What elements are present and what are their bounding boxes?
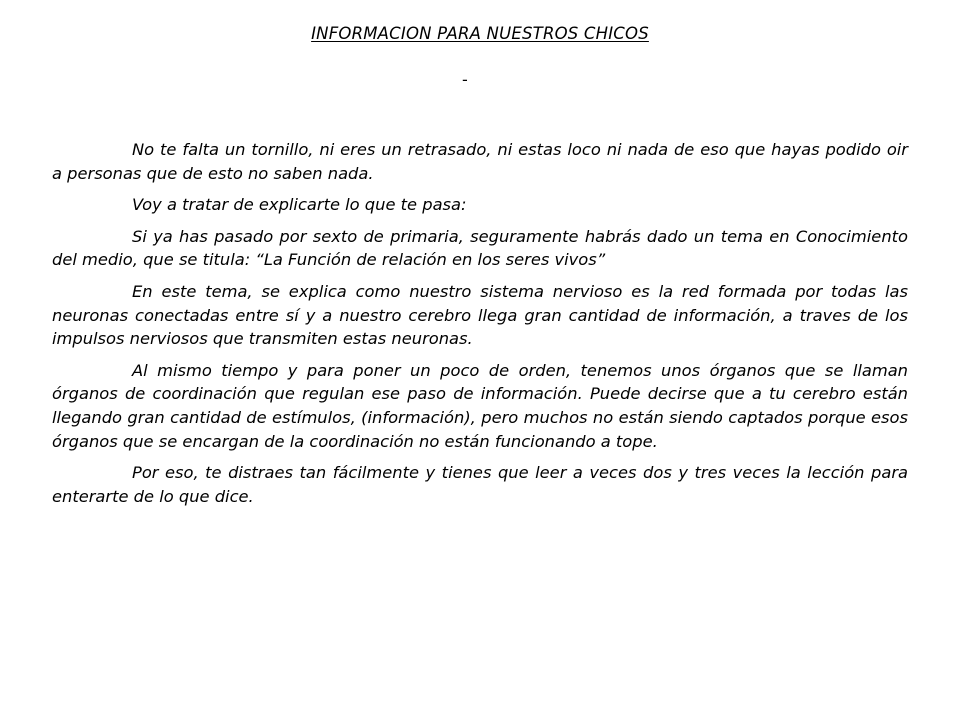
document-body bbox=[52, 138, 908, 516]
paragraph-2: Voy a tratar de explicarte lo que te pasa: bbox=[132, 195, 467, 215]
paragraph-6: Por eso, te distraes tan fácilmente y tienes que leer a veces dos y tres veces la lección para enterarte de lo que dice. bbox=[52, 463, 908, 506]
paragraph-1: No te falta un tornillo, ni eres un retrasado, ni estas loco ni nada de eso que hayas podido oir a personas que de esto no saben nada. bbox=[52, 140, 908, 183]
paragraph-4: En este tema, se explica como nuestro sistema nervioso es la red formada por todas las neuronas conectadas entre sí y a nuestro cerebro llega gran cantidad de información, a traves de los impulsos nerviosos que transmiten estas neuronas. bbox=[52, 281, 908, 349]
paragraph-3: Si ya has pasado por sexto de primaria, seguramente habrás dado un tema en Conocimiento del medio, que se titula: “La Función de relación en los seres vivos” bbox=[52, 226, 908, 270]
document-title: INFORMACION PARA NUESTROS CHICOS bbox=[311, 24, 649, 43]
separator-dash: - bbox=[462, 70, 468, 89]
paragraph-5: Al mismo tiempo y para poner un poco de orden, tenemos unos órganos que se llaman órganos de coordinación que regulan ese paso de información. Puede decirse que a tu cerebro están llegando gran cantidad de estímulos, (información), pero muchos no están siendo captados porque esos órganos que se encargan de la coordinación no están funcionando a tope. bbox=[52, 360, 908, 451]
